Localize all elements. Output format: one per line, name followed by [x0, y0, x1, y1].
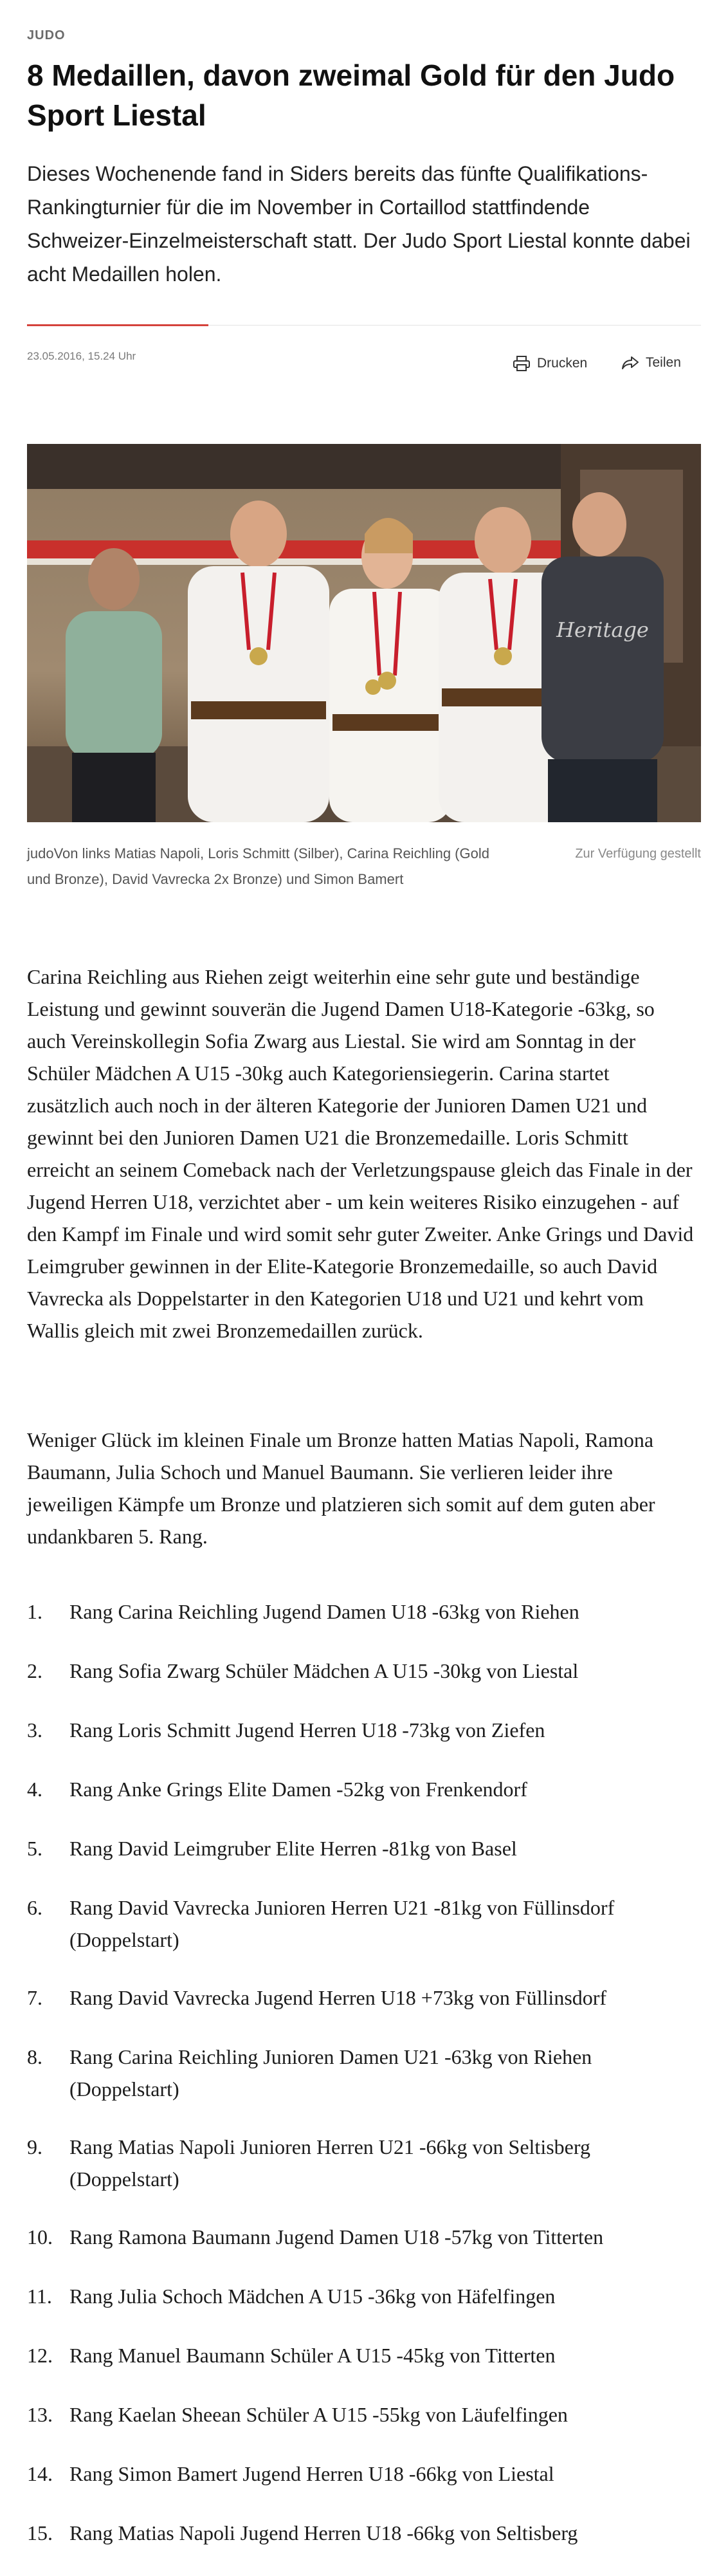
ranking-number: 6.	[27, 1896, 42, 1919]
ranking-number: 3.	[27, 1718, 42, 1742]
ranking-text: Rang Kaelan Sheean Schüler A U15 -55kg von Läufelfingen	[69, 2403, 568, 2426]
ranking-number: 9.	[27, 2135, 42, 2158]
ranking-text: Rang Simon Bamert Jugend Herren U18 -66kg von Liestal	[69, 2462, 554, 2485]
ranking-list	[27, 1596, 702, 2576]
ranking-text: Rang Carina Reichling Junioren Damen U21 -63kg von Riehen (Doppelstart)	[69, 2045, 592, 2101]
ranking-number: 13.	[27, 2403, 53, 2426]
ranking-number: 12.	[27, 2344, 53, 2367]
article-lead: Dieses Wochenende fand in Siders bereits das fünfte Qualifikations-Rankingturnier für die im November in Cortaillod stattfindende Schweizer-Einzelmeisterschaft statt. Der Judo Sport Liestal konnte dabei acht Medaillen holen.	[27, 162, 691, 286]
publish-date: 23.05.2016, 15.24 Uhr	[27, 350, 136, 362]
ranking-number: 1.	[27, 1600, 42, 1623]
ranking-item	[27, 1891, 702, 1956]
ranking-item	[27, 1714, 702, 1746]
ranking-number: 7.	[27, 1986, 42, 2009]
ranking-number: 5.	[27, 1837, 42, 1860]
ranking-number: 15.	[27, 2521, 53, 2544]
ranking-item	[27, 2221, 702, 2253]
body-paragraph: Carina Reichling aus Riehen zeigt weiterhin eine sehr gute und beständige Leistung und gewinnt souverän die Jugend Damen U18-Kategorie -63kg, so auch Vereinskollegin Sofia Zwarg aus Liestal. Sie wird am Sonntag in der Schüler Mädchen A U15 -30kg auch Kategoriensiegerin. Carina startet zusätzlich auch noch in der älteren Kategorie der Junioren Damen U21 und gewinnt bei den Junioren Damen U21 die Bronzemedaille. Loris Schmitt erreicht an seinem Comeback nach der Verletzungspause gleich das Finale in der Jugend Herren U18, verzichtet aber - um kein weiteres Risiko einzugehen - auf den Kampf im Finale und wird somit sehr guter Zweiter. Anke Grings und David Leimgruber gewinnen in der Elite-Kategorie Bronzemedaille, so auch David Vavrecka als Doppelstarter in den Kategorien U18 und U21 und kehrt vom Wallis gleich mit zwei Bronzemedaillen zurück.	[27, 965, 694, 1342]
photo-caption: judoVon links Matias Napoli, Loris Schmitt (Silber), Carina Reichling (Gold und Bronze), David Vavrecka 2x Bronze) und Simon Bamert	[27, 845, 489, 887]
share-icon	[621, 355, 639, 371]
ranking-number: 10.	[27, 2225, 53, 2249]
article-title: 8 Medaillen, davon zweimal Gold für den Judo Sport Liestal	[27, 59, 675, 132]
ranking-text: Rang Sofia Zwarg Schüler Mädchen A U15 -30kg von Liestal	[69, 1659, 579, 1682]
ranking-text: Rang David Leimgruber Elite Herren -81kg von Basel	[69, 1837, 517, 1860]
body-paragraph: Weniger Glück im kleinen Finale um Bronze hatten Matias Napoli, Ramona Baumann, Julia Schoch und Manuel Baumann. Sie verlieren leider ihre jeweiligen Kämpfe um Bronze und platzieren sich somit auf dem guten aber undankbaren 5. Rang.	[27, 1428, 655, 1548]
ranking-item	[27, 1655, 702, 1687]
ranking-item	[27, 2131, 702, 2195]
article-photo	[27, 444, 701, 822]
ranking-item	[27, 1982, 702, 2014]
ranking-item	[27, 1596, 702, 1628]
ranking-item	[27, 2517, 702, 2549]
ranking-text: Rang Julia Schoch Mädchen A U15 -36kg von Häfelfingen	[69, 2285, 556, 2308]
print-button[interactable]	[513, 355, 587, 372]
article-kicker: JUDO	[27, 28, 66, 42]
printer-icon	[513, 355, 531, 372]
ranking-text: Rang Matias Napoli Junioren Herren U21 -66kg von Seltisberg (Doppelstart)	[69, 2135, 590, 2191]
share-button[interactable]	[621, 355, 681, 371]
ranking-item	[27, 2041, 702, 2105]
ranking-number: 2.	[27, 1659, 42, 1682]
ranking-item	[27, 1773, 702, 1805]
ranking-item	[27, 1832, 702, 1864]
ranking-text: Rang Carina Reichling Jugend Damen U18 -63kg von Riehen	[69, 1600, 579, 1623]
ranking-item	[27, 2339, 702, 2371]
ranking-item	[27, 2398, 702, 2431]
ranking-text: Rang Ramona Baumann Jugend Damen U18 -57kg von Titterten	[69, 2225, 604, 2249]
ranking-number: 14.	[27, 2462, 53, 2485]
judo-group-photo	[27, 444, 701, 822]
ranking-item	[27, 2458, 702, 2490]
ranking-text: Rang Manuel Baumann Schüler A U15 -45kg von Titterten	[69, 2344, 556, 2367]
ranking-number: 11.	[27, 2285, 52, 2308]
ranking-text: Rang David Vavrecka Jugend Herren U18 +73kg von Füllinsdorf	[69, 1986, 607, 2009]
svg-text:Heritage: Heritage	[556, 618, 649, 642]
ranking-number: 8.	[27, 2045, 42, 2068]
share-label: Teilen	[646, 355, 681, 370]
photo-credit: Zur Verfügung gestellt	[575, 847, 701, 861]
ranking-text: Rang Anke Grings Elite Damen -52kg von Frenkendorf	[69, 1778, 527, 1801]
ranking-text: Rang David Vavrecka Junioren Herren U21 -81kg von Füllinsdorf (Doppelstart)	[69, 1896, 615, 1951]
ranking-number: 4.	[27, 1778, 42, 1801]
ranking-item	[27, 2280, 702, 2312]
ranking-text: Rang Loris Schmitt Jugend Herren U18 -73kg von Ziefen	[69, 1718, 545, 1742]
ranking-text: Rang Matias Napoli Jugend Herren U18 -66kg von Seltisberg	[69, 2521, 578, 2544]
header-accent-line	[27, 324, 208, 326]
print-label: Drucken	[537, 356, 588, 371]
